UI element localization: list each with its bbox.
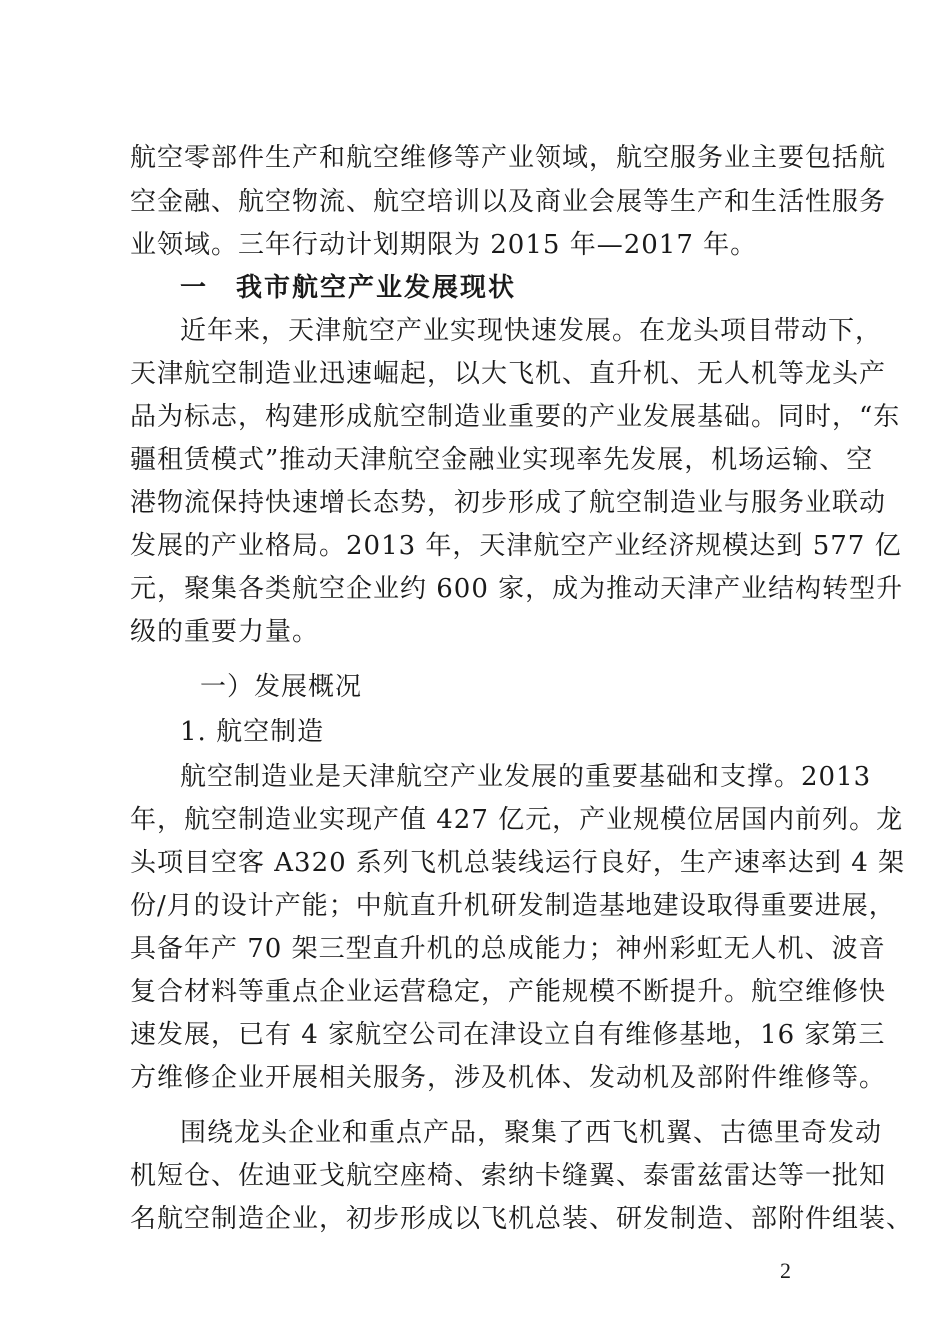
paragraph-line: 围绕龙头企业和重点产品，聚集了西飞机翼、古德里奇发动 [180, 1118, 883, 1148]
paragraph-line: 名航空制造企业，初步形成以飞机总装、研发制造、部附件组装、 [130, 1204, 914, 1234]
paragraph-line: 速发展，已有 4 家航空公司在津设立自有维修基地，16 家第三 [130, 1020, 886, 1050]
paragraph-line: 近年来，天津航空产业实现快速发展。在龙头项目带动下， [180, 316, 883, 346]
paragraph-line: 航空零部件生产和航空维修等产业领域，航空服务业主要包括航 [130, 143, 887, 173]
paragraph-line: 机短仓、佐迪亚戈航空座椅、索纳卡缝翼、泰雷兹雷达等一批知 [130, 1161, 887, 1191]
paragraph-line: 疆租赁模式”推动天津航空金融业实现率先发展，机场运输、空 [130, 445, 874, 475]
paragraph-line: 年，航空制造业实现产值 427 亿元，产业规模位居国内前列。龙 [130, 805, 904, 835]
subsubsection-heading: 1. 航空制造 [180, 717, 325, 747]
paragraph-line: 复合材料等重点企业运营稳定，产能规模不断提升。航空维修快 [130, 977, 887, 1007]
paragraph-line: 航空制造业是天津航空产业发展的重要基础和支撑。2013 [180, 762, 872, 792]
paragraph-line: 元，聚集各类航空企业约 600 家，成为推动天津产业结构转型升 [130, 574, 904, 604]
paragraph-line: 头项目空客 A320 系列飞机总装线运行良好，生产速率达到 4 架 [130, 848, 906, 878]
paragraph-line: 空金融、航空物流、航空培训以及商业会展等生产和生活性服务 [130, 187, 887, 217]
paragraph-line: 发展的产业格局。2013 年，天津航空产业经济规模达到 577 亿 [130, 531, 902, 561]
paragraph-line: 港物流保持快速增长态势，初步形成了航空制造业与服务业联动 [130, 488, 887, 518]
paragraph-line: 级的重要力量。 [130, 617, 320, 647]
paragraph-line: 业领域。三年行动计划期限为 2015 年—2017 年。 [130, 230, 758, 260]
section-heading: 一 我市航空产业发展现状 [180, 273, 517, 303]
paragraph-line: 方维修企业开展相关服务，涉及机体、发动机及部附件维修等。 [130, 1063, 887, 1093]
paragraph-line: 品为标志，构建形成航空制造业重要的产业发展基础。同时，“东 [130, 402, 901, 432]
page-number: 2 [780, 1258, 791, 1283]
paragraph-line: 天津航空制造业迅速崛起，以大飞机、直升机、无人机等龙头产 [130, 359, 887, 389]
paragraph-line: 份/月的设计产能；中航直升机研发制造基地建设取得重要进展， [130, 891, 896, 921]
paragraph-line: 具备年产 70 架三型直升机的总成能力；神州彩虹无人机、波音 [130, 934, 886, 964]
subsection-heading: 一）发展概况 [200, 672, 363, 702]
